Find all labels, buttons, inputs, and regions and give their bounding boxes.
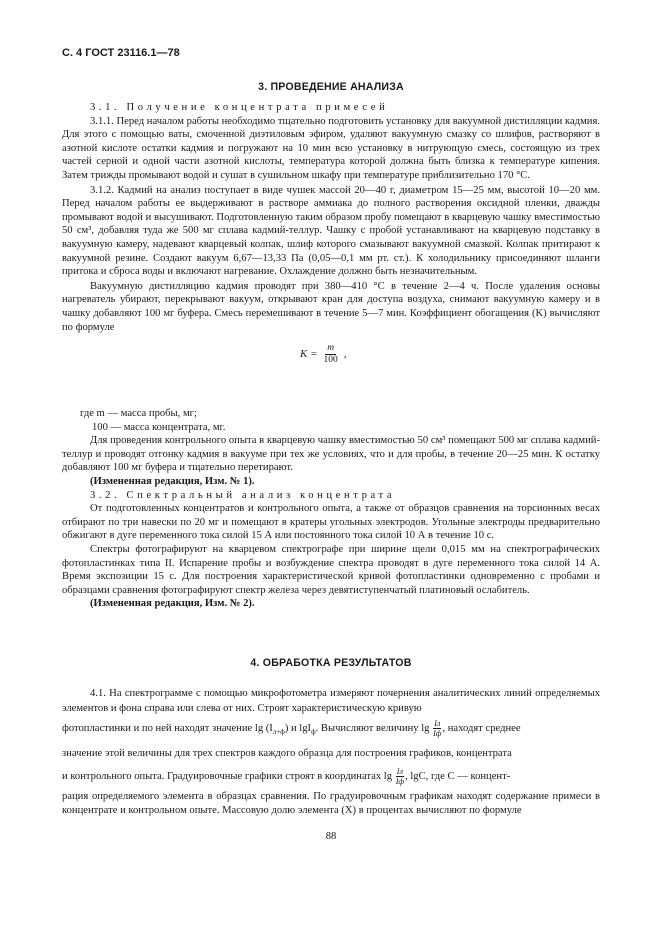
subscript: ф bbox=[311, 728, 316, 737]
paragraph-3-1-2: 3.1.2. Кадмий на анализ поступает в виде чушек массой 20—40 г, диаметром 15—25 мм, высотой 10—20 мм. Перед началом работы ее выдерживают в растворе аммиака до полного растворения оксидной пленки, дважды промывают водой и высушивают. Подготовленную таким образом пробу помещают в кварцевую чашку вместимостью 50 см³, добавляя туда же 500 мг сплава кадмий-теллур. Чашку с пробой устанавливают на кварцевую подставку в вакуумную камеру, надевают кварцевый колпак, шлиф которого смазывают вакуумной смазкой. Колпак притирают к вакуумной резине. Создают вакуум 6,67—13,33 Па (0,05—0,1 мм рт. ст.). К холодильнику присоединяют шланги притока и сброса воды и включают нагревание. Охлаждение должно быть незначительным. bbox=[62, 184, 600, 278]
fraction-numerator: Iл bbox=[434, 719, 441, 728]
fraction-numerator: Iл bbox=[396, 767, 403, 777]
formula-numerator: m bbox=[327, 343, 335, 353]
subsection-3-1-title: 3.1. Получение концентрата примесей bbox=[90, 102, 389, 113]
revision-note-1: (Измененная редакция, Изм. № 1). bbox=[90, 475, 255, 487]
text-segment: ) и lgI bbox=[284, 722, 312, 734]
page-number: 88 bbox=[325, 831, 337, 842]
paragraph-4-1-a: 4.1. На спектрограмме с помощью микрофотометра измеряют почернения аналитических линий определяемых элементов и фона справа или слева от них. Строят характеристическую кривую bbox=[62, 688, 600, 714]
formula-lhs: K = bbox=[300, 347, 318, 360]
text-segment: . Вычисляют величину lg bbox=[315, 722, 430, 734]
paragraph-4-1-e: рация определяемого элемента в образцах сравнения. По градуировочным графикам находят содержание примеси в концентрате и контрольном опыте. Массовую долю элемента (X) в процентах вычисляют по формуле bbox=[62, 791, 600, 816]
formula-denominator: 100 bbox=[323, 355, 338, 365]
formula-tail: , bbox=[343, 347, 347, 360]
subscript: л+ф bbox=[272, 728, 285, 737]
formula-k bbox=[300, 343, 347, 366]
document-header: С. 4 ГОСТ 23116.1—78 bbox=[62, 47, 180, 59]
text-segment: , lgC, где C — концент- bbox=[405, 770, 511, 782]
text-segment: , находят среднее bbox=[442, 722, 521, 734]
paragraph-3-2-1: От подготовленных концентратов и контрольного опыта, а также от образцов сравнения на торсионных весах отбирают по три навески по 20 мг и помещают в кратеры угольных электродов. Угольные электроды предварительно обжигают в дуге переменного тока силой 15 А или постоянного тока силой 10 А в течение 10 с. bbox=[62, 503, 600, 542]
where-line-1: где m — масса пробы, мг; bbox=[80, 408, 197, 419]
section-3-body-2 bbox=[62, 407, 600, 611]
fraction-denominator: Iф bbox=[395, 777, 405, 787]
revision-note-2: (Измененная редакция, Изм. № 2). bbox=[90, 598, 255, 610]
subsection-3-2-title: 3.2. Спектральный анализ концентрата bbox=[90, 489, 396, 501]
paragraph-4-1-b bbox=[62, 719, 600, 740]
formula-fraction bbox=[324, 343, 338, 366]
section-4-title: 4. ОБРАБОТКА РЕЗУЛЬТАТОВ bbox=[250, 657, 412, 669]
paragraph-3-1-3: Вакуумную дистилляцию кадмия проводят при 380—410 °С в течение 2—4 ч. После удаления основы нагреватель убирают, перекрывают вакуум, открывают кран для доступа воздуха, снимают вакуумную камеру и в чашку добавляют 100 мг буфера. Смесь перемешивают в течение 5—7 мин. Коэффициент обогащения (K) вычисляют по формуле bbox=[62, 280, 600, 333]
paragraph-3-2-2: Спектры фотографируют на кварцевом спектрографе при ширине щели 0,015 мм на спектрографических фотопластинках типа II. Испарение пробы и возбуждение спектра проводят в дуге переменного тока силой 14 А. Время экспозиции 15 с. Для построения характеристической кривой фотопластинки одновременно с пробами и образцами сравнения фотографируют спектр железа через девятиступенчатый платиновый ослабитель. bbox=[62, 543, 600, 596]
paragraph-4-1-d bbox=[62, 767, 600, 786]
section-4-body bbox=[62, 686, 600, 817]
inline-fraction bbox=[396, 767, 404, 786]
paragraph-3-1-1: 3.1.1. Перед началом работы необходимо тщательно подготовить установку для вакуумной дистилляции кадмия. Для этого с помощью ваты, смоченной диэтиловым эфиром, удаляют вакуумную смазку со шлифов, растворяют в азотной кислоте остатки кадмия и погружают на 10 мин всю установку в нитрующую смесь, состоящую из трех частей серной и одной части азотной кислоты, температура которой должна быть близка к температуре кипения. Затем трижды промывают водой и сушат в сушильном шкафу при температуре приблизительно 170 °С. bbox=[62, 115, 600, 181]
section-3-title: 3. ПРОВЕДЕНИЕ АНАЛИЗА bbox=[258, 81, 404, 93]
section-3-body bbox=[62, 101, 600, 334]
paragraph-3-1-4: Для проведения контрольного опыта в кварцевую чашку вместимостью 50 см³ помещают 500 мг сплава кадмий-теллур и проводят отгонку кадмия в вакууме при тех же условиях, что и для пробы, в течение 20—25 мин. К остатку добавляют 100 мг буфера и тщательно перетирают. bbox=[62, 435, 600, 474]
text-segment: и контрольного опыта. Градуировочные графики строят в координатах lg bbox=[62, 770, 393, 782]
inline-fraction bbox=[433, 719, 441, 738]
text-segment: фотопластинки и по ней находят значение lg (I bbox=[62, 722, 273, 734]
fraction-denominator: Iф bbox=[433, 729, 442, 738]
paragraph-4-1-c: значение этой величины для трех спектров каждого образца для построения графиков, концентрата bbox=[62, 748, 512, 760]
where-line-2: 100 — масса концентрата, мг. bbox=[92, 421, 226, 433]
